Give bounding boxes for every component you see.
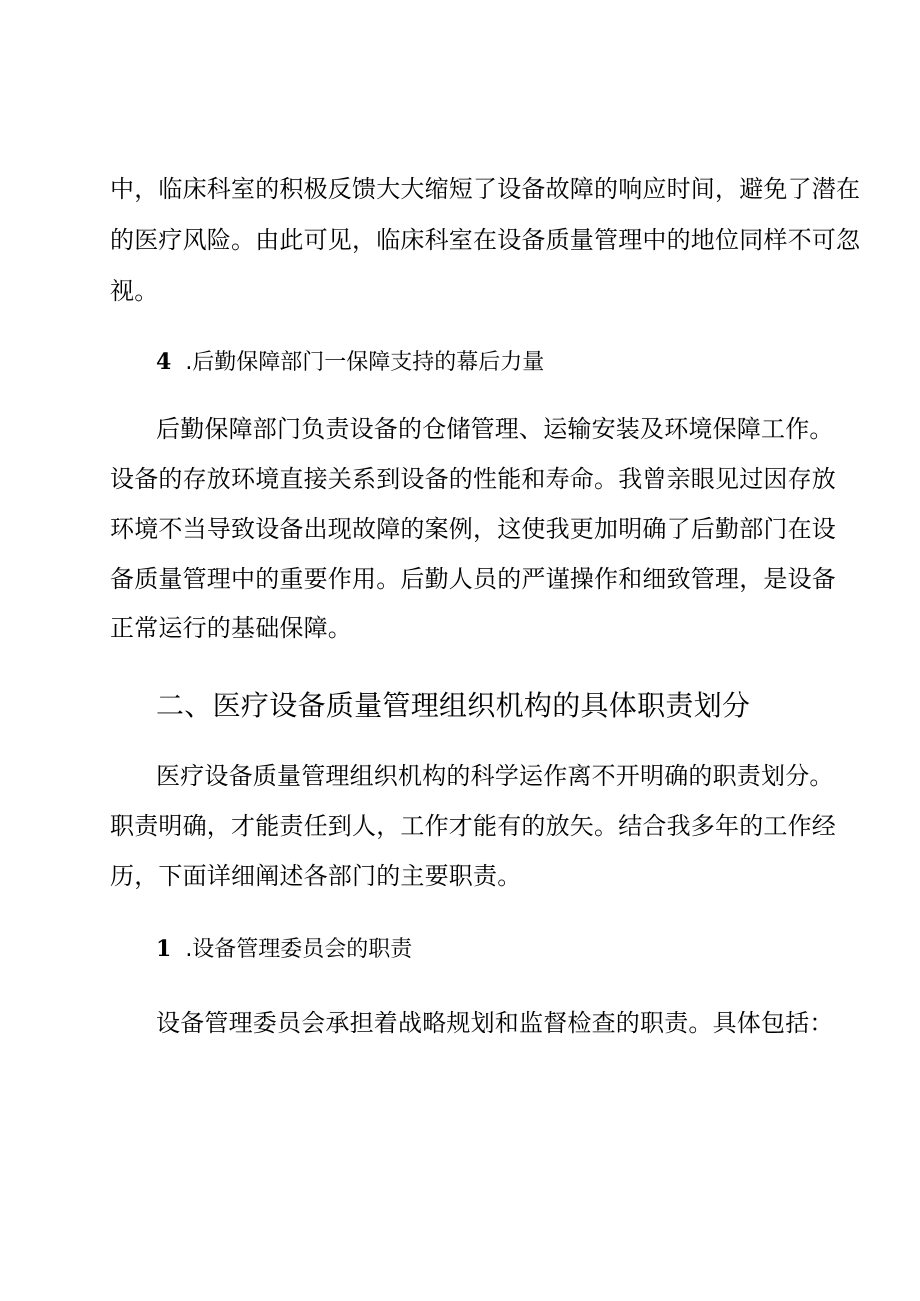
chapter-heading: 二、医疗设备质量管理组织机构的具体职责划分 — [156, 689, 751, 722]
paragraph-line: 正常运行的基础保障。 — [110, 614, 352, 642]
section-number: 1 — [156, 936, 172, 962]
paragraph-line: 后勤保障部门负责设备的仓储管理、运输安装及环境保障工作。 — [156, 415, 834, 443]
section-heading-4 — [156, 346, 544, 379]
section-number: 4 — [156, 349, 172, 375]
paragraph-line: 备质量管理中的重要作用。后勤人员的严谨操作和细致管理，是设备 — [110, 565, 836, 593]
paragraph-line: 中，临床科室的积极反馈大大缩短了设备故障的响应时间，避免了潜在 — [110, 175, 861, 203]
paragraph-line: 的医疗风险。由此可见，临床科室在设备质量管理中的地位同样不可忽 — [110, 226, 861, 254]
paragraph-line: 设备管理委员会承担着战略规划和监督检查的职责。具体包括： — [156, 1009, 834, 1037]
paragraph-line: 环境不当导致设备出现故障的案例，这使我更加明确了后勤部门在设 — [110, 515, 836, 543]
paragraph-line: 职责明确，才能责任到人，工作才能有的放矢。结合我多年的工作经 — [110, 812, 836, 840]
paragraph-line: 视。 — [110, 277, 159, 305]
paragraph-line: 医疗设备质量管理组织机构的科学运作离不开明确的职责划分。 — [156, 762, 834, 790]
paragraph-line: 历，下面详细阐述各部门的主要职责。 — [110, 862, 522, 890]
paragraph-line: 设备的存放环境直接关系到设备的性能和寿命。我曾亲眼见过因存放 — [110, 465, 836, 493]
section-title: .后勤保障部门一保障支持的幕后力量 — [185, 350, 545, 375]
section-heading-1 — [156, 933, 412, 966]
section-title: .设备管理委员会的职责 — [185, 937, 413, 962]
